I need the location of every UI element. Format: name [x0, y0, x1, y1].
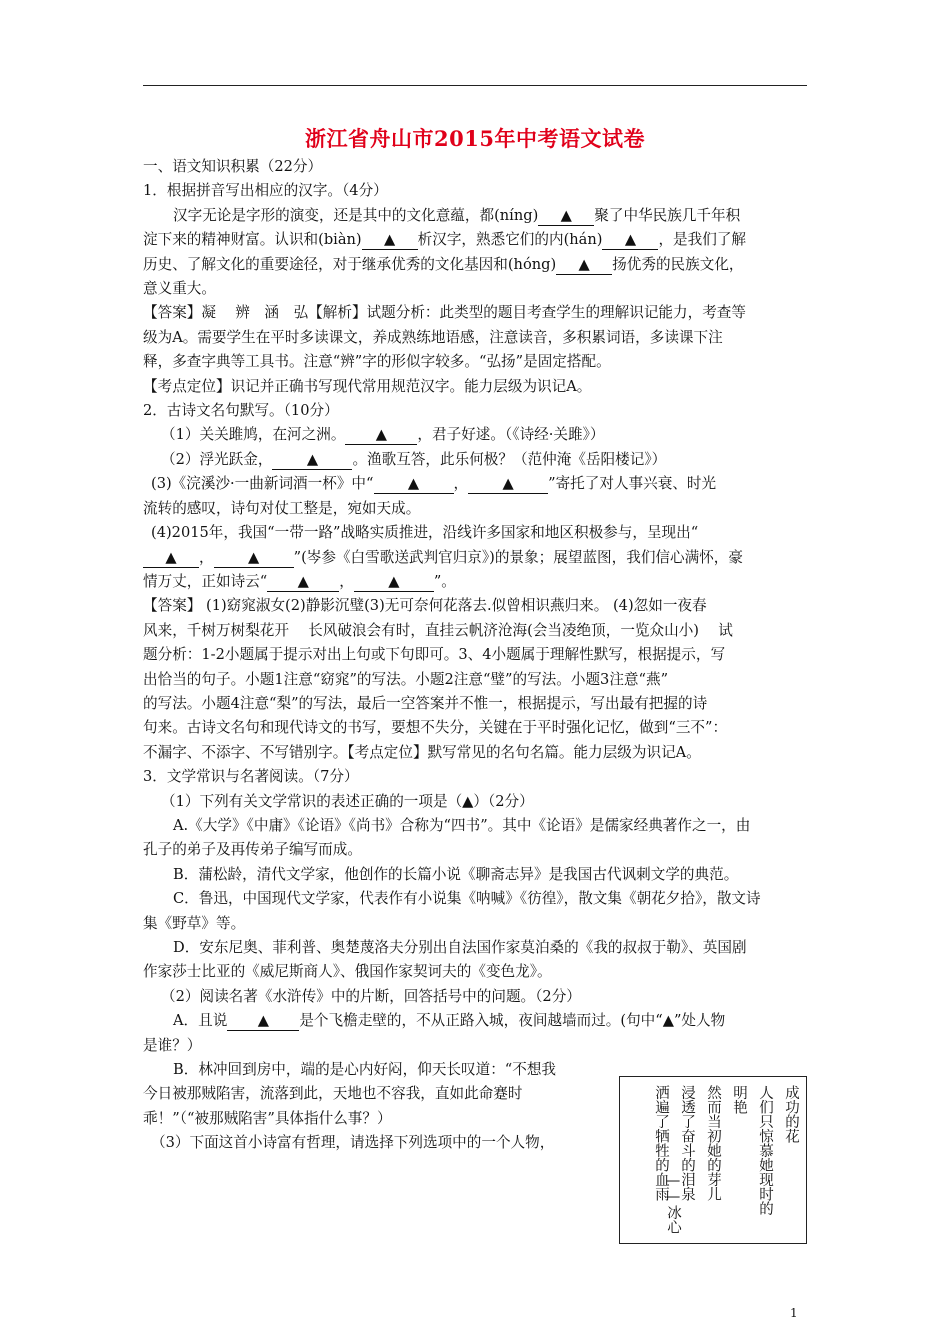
question-3-sub-2: （2）阅读名著《水浒传》中的片断，回答括号中的问题。（2分） — [161, 987, 581, 1005]
option-b: B．蒲松龄，清代文学家，他创作的长篇小说《聊斋志异》是我国古代讽刺文学的典范。 — [173, 865, 739, 883]
option-a: A.《大学》《中庸》《论语》《尚书》合称为“四书”。其中《论语》是儒家经典著作之一，由 — [173, 816, 751, 834]
page-number: 1 — [790, 1306, 798, 1320]
answer-blank: ▲ — [362, 231, 418, 250]
answer-blank: ▲ — [143, 549, 199, 568]
answer-blank: ▲ — [556, 256, 612, 275]
answer-blank: ▲ — [345, 426, 417, 445]
answer-blank: ▲ — [214, 549, 294, 568]
option-c: C．鲁迅，中国现代文学家，代表作有小说集《呐喊》《彷徨》，散文集《朝花夕拾》，散文诗 — [173, 890, 761, 908]
key-point-text: 【考点定位】识记并正确书写现代常用规范汉字。能力层级为识记A。 — [143, 377, 592, 395]
answer-text: 【答案】凝 辨 涵 弘【解析】试题分析：此类型的题目考查学生的理解识记能力，考查等 — [143, 304, 746, 322]
answer-text: 级为A。需要学生在平时多读课文，养成熟练地语感，注意读音，多积累词语，多读课下注 — [143, 328, 723, 346]
answer-text: 出恰当的句子。小题1注意“窈窕”的写法。小题2注意“璧”的写法。小题3注意“燕” — [143, 670, 669, 688]
question-2-heading: 2．古诗文名句默写。（10分） — [143, 402, 339, 420]
question-2-item-2: （2）浮光跃金， ▲ 。渔歌互答，此乐何极？（范仲淹《岳阳楼记》） — [161, 450, 667, 468]
answer-blank: ▲ — [354, 573, 434, 592]
question-1-heading: 1．根据拼音写出相应的汉字。（4分） — [143, 182, 388, 200]
option-c-cont: 集《野草》等。 — [143, 914, 246, 932]
answer-text: 题分析：1-2小题属于提示对出上句或下句即可。3、4小题属于理解性默写，根据提示，写 — [143, 646, 726, 664]
answer-blank: ▲ — [227, 1012, 299, 1031]
poem-line: 明艳 — [731, 1085, 747, 1114]
question-3-heading: 3．文学常识与名著阅读。（7分） — [143, 768, 359, 786]
question-1-passage-line: 意义重大。 — [143, 280, 216, 298]
answer-text: 的写法。小题4注意“梨”的写法，最后一空答案并不惟一，根据提示，写出最有把握的诗 — [143, 694, 708, 712]
question-1-passage: 汉字无论是字形的演变，还是其中的文化意蕴，都(níng) ▲ 聚了中华民族几千年积 — [173, 206, 741, 224]
reading-b: B．林冲回到房中，端的是心内好闷，仰天长叹道：“不想我 — [173, 1061, 557, 1079]
answer-blank: ▲ — [468, 475, 548, 494]
question-3-sub-1: （1）下列有关文学常识的表述正确的一项是（▲）（2分） — [161, 792, 534, 810]
answer-blank: ▲ — [267, 573, 339, 592]
question-2-item-4-cont: ▲ ， ▲ ”(岑参《白雪歌送武判官归京》)的景象；展望蓝图，我们信心满怀，豪 — [143, 546, 807, 570]
reading-a-cont: 是谁？） — [143, 1036, 202, 1054]
page-title: 浙江省舟山市2015年中考语文试卷 — [305, 126, 645, 151]
option-a-cont: 孔子的弟子及再传弟子编写而成。 — [143, 841, 362, 859]
question-1-passage-line: 淀下来的精神财富。认识和(biàn) ▲ 析汉字，熟悉它们的内(hán) ▲ ，是我们了解 — [143, 231, 747, 249]
answer-text: 句来。古诗文名句和现代诗文的书写，要想不失分，关键在于平时强化记忆，做到“三不”： — [143, 719, 728, 737]
question-2-item-3: (3)《浣溪沙·一曲新词酒一杯》中“ ▲ ， ▲ ”寄托了对人事兴衰、时光 — [151, 475, 717, 493]
answer-text: 不漏字、不添字、不写错别字。【考点定位】默写常见的名句名篇。能力层级为识记A。 — [143, 743, 701, 761]
poem-line: 人们只惊慕她现时的 — [757, 1085, 773, 1216]
answer-text: 【答案】 (1)窈窕淑女(2)静影沉璧(3)无可奈何花落去.似曾相识燕归来。 (4)忽如一夜春 — [143, 597, 707, 615]
section-heading: 一、语文知识积累（22分） — [143, 158, 323, 175]
answer-text: 风来，千树万树梨花开 长风破浪会有时，直挂云帆济沧海(会当凌绝顶，一览众山小) 试 — [143, 621, 733, 639]
answer-text: 释，多查字典等工具书。注意“辨”字的形似字较多。“弘扬”是固定搭配。 — [143, 353, 611, 371]
option-d: D．安东尼奥、菲利普、奥楚蔑洛夫分别出自法国作家莫泊桑的《我的叔叔于勒》、英国剧 — [173, 939, 747, 956]
question-3-sub-3: （3）下面这首小诗富有哲理，请选择下列选项中的一个人物， — [151, 1134, 555, 1152]
header-rule — [143, 85, 807, 86]
poem-author: ——冰心 — [665, 1173, 681, 1234]
reading-b-cont: 今日被那贼陷害，流落到此，天地也不容我，直如此命蹇时 — [143, 1085, 523, 1103]
question-2-item-4: (4)2015年，我国“一带一路”战略实质推进，沿线许多国家和地区积极参与，呈现出“ — [151, 524, 699, 542]
poem-line: 然而当初她的芽儿 — [705, 1085, 721, 1201]
reading-b-cont: 乖！”（“被那贼陷害”具体指什么事？） — [143, 1109, 392, 1127]
answer-blank: ▲ — [538, 207, 594, 226]
reading-a: A．且说 ▲ 是个飞檐走壁的，不从正路入城，夜间越墙而过。(句中“▲”处人物 — [173, 1012, 726, 1030]
answer-blank: ▲ — [374, 475, 454, 494]
question-2-item-4-cont: 情万丈，正如诗云“ ▲ ， ▲ ”。 — [143, 572, 456, 590]
answer-blank: ▲ — [602, 231, 658, 250]
question-2-item-3-cont: 流转的感叹，诗句对仗工整是，宛如天成。 — [143, 499, 421, 517]
poem-line: 浸透了奋斗的泪泉 — [679, 1085, 695, 1201]
poem-line: 成功的花 — [783, 1085, 799, 1143]
answer-blank: ▲ — [272, 451, 352, 470]
question-1-passage-line: 历史、了解文化的重要途径，对于继承优秀的文化基因和(hóng) ▲ 扬优秀的民族文化， — [143, 255, 744, 273]
poem-box — [619, 1076, 807, 1244]
question-2-item-1: （1）关关雎鸠，在河之洲。 ▲ ，君子好逑。（《诗经·关雎》） — [161, 426, 605, 444]
exam-body — [143, 155, 807, 1156]
option-d-cont: 作家莎士比亚的《威尼斯商人》、俄国作家契诃夫的《变色龙》。 — [143, 963, 552, 981]
poem-line: 洒遍了牺牲的血雨 — [653, 1085, 669, 1201]
